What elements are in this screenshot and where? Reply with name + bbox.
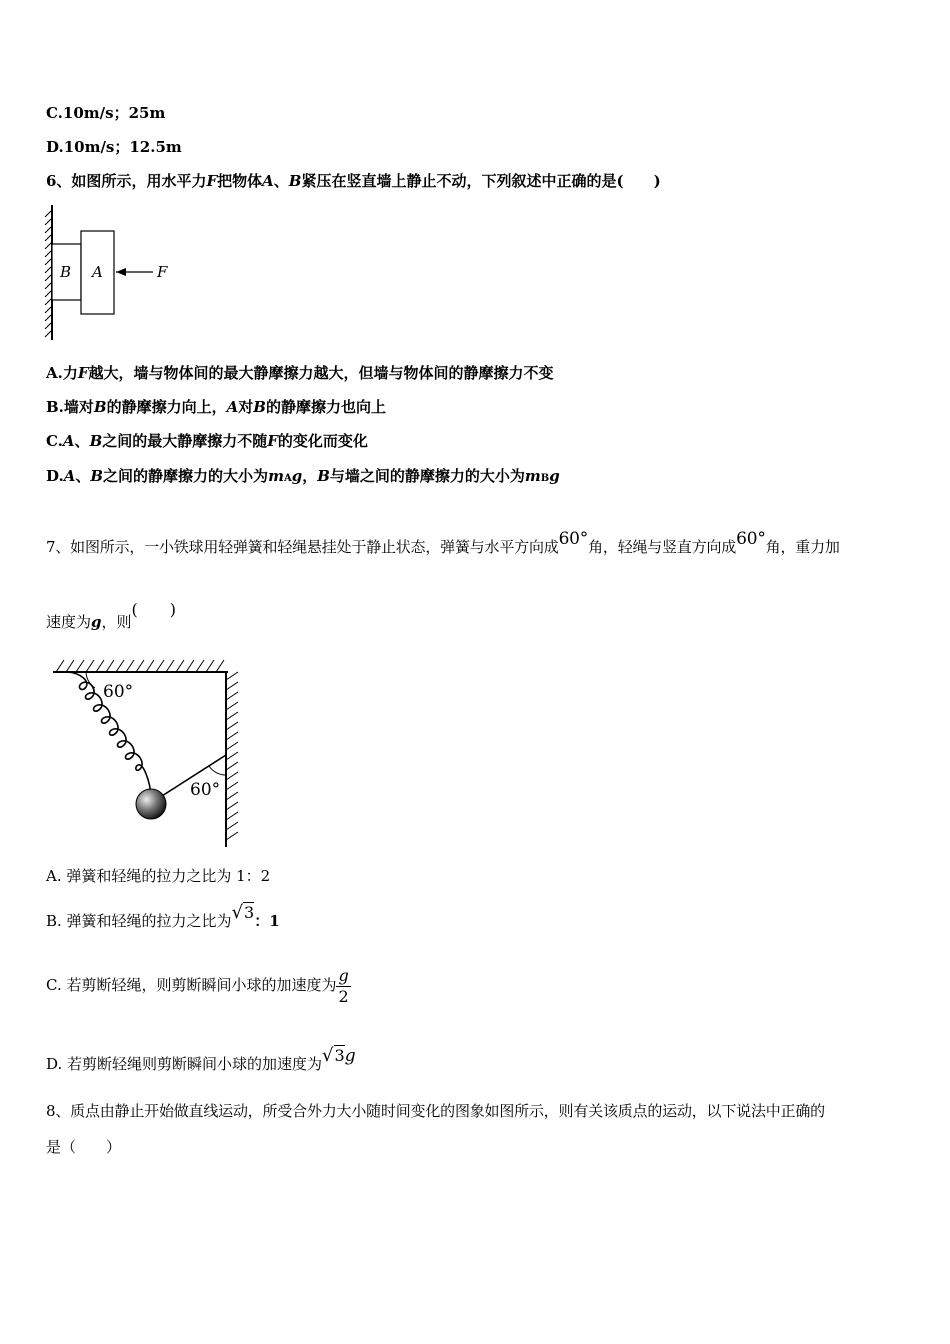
option-text: B. 弹簧和轻绳的拉力之比为 [46,912,232,930]
option-text: 对 [238,398,254,416]
option-subscript: B [540,473,550,484]
option-var: g [344,1046,356,1066]
sqrt-radicand: 3 [244,903,255,922]
option-text: D. 若剪断轻绳则剪断瞬间小球的加速度为 [46,1055,323,1073]
q7-figure-angle-top: 60° [103,682,134,702]
option-text: 的静摩擦力向上， [106,398,227,416]
q6-figure [40,200,190,345]
option-var: g [291,467,303,485]
q7-stem-line1 [46,529,840,557]
option-var: A [62,432,75,450]
q6-option-a [46,363,554,383]
q7-stem-var: g [91,613,102,631]
option-d-prev: D.10m/s；12.5m [46,138,182,156]
option-var: B [93,398,107,416]
sqrt-radicand: 3 [334,1046,345,1065]
sqrt-sign: √ [231,902,244,923]
q6-option-c [46,431,368,451]
option-text: C. [46,432,63,450]
q7-stem-paren: ( ) [131,600,177,619]
option-text: A.力 [46,364,78,382]
sqrt-expression [322,1045,356,1066]
option-text: ：1 [254,912,280,930]
option-text: 与墙之间的静摩擦力的大小为 [329,467,525,485]
q7-stem-text: 角，重力加 [765,538,840,556]
q8-stem-text: 是（ ） [46,1138,122,1156]
q8-stem-line2 [46,1137,121,1157]
option-text: C. 若剪断轻绳，则剪断瞬间小球的加速度为 [46,976,337,994]
option-var: B [90,467,104,485]
q7-stem-text: 角，轻绳与竖直方向成 [588,538,737,556]
q6-stem-b: B [288,172,302,190]
option-text: A. 弹簧和轻绳的拉力之比为 1：2 [46,867,271,885]
q6-stem-a: A [262,172,274,190]
option-text: 越大，墙与物体间的最大静摩擦力越大，但墙与物体间的静摩擦力不变 [88,364,554,382]
q7-option-d [46,1045,356,1074]
option-var: F [267,432,278,450]
q8-stem-line1 [46,1101,825,1121]
option-text: 之间的最大静摩擦力不随 [102,432,268,450]
option-text: D. [46,467,64,485]
q6-figure-label-a: A [92,263,103,281]
q7-angle-2: 60° [736,529,766,549]
option-text: 、 [75,467,91,485]
option-var: B [253,398,266,416]
q7-ball [136,789,166,819]
option-c-prev: C.10m/s；25m [46,104,166,122]
option-subscript: A [283,473,292,484]
q7-stem-text: ，则 [101,613,132,631]
fraction-numerator: g [338,965,349,985]
q7-option-a [46,866,270,886]
q7-angle-1: 60° [558,529,589,549]
option-var: F [77,364,89,382]
option-text: ， [302,467,318,485]
option-var: g [549,467,560,485]
fraction [336,966,350,1007]
q7-stem-line2 [46,600,177,632]
q6-stem-f: F [206,172,218,190]
option-var: m [524,467,541,485]
fraction-denominator: 2 [338,986,349,1006]
option-var: B [317,467,330,485]
q6-option-b [46,397,386,417]
q7-option-c [46,963,351,1007]
q7-stem-text: 速度为 [46,613,92,631]
q6-stem-text: 把物体 [217,172,263,190]
option-text: 的静摩擦力也向上 [265,398,386,416]
option-text: 之间的静摩擦力的大小为 [103,467,269,485]
option-text: B.墙对 [46,398,94,416]
sqrt-expression [232,902,255,923]
q6-stem-text: 、 [273,172,289,190]
option-text: 、 [74,432,90,450]
q6-figure-label-b: B [60,263,72,281]
q6-option-d [46,466,560,489]
sqrt-sign: √ [322,1045,334,1066]
q7-option-b [46,902,280,931]
q7-figure [48,655,248,851]
q7-figure-angle-right: 60° [190,780,221,800]
option-var: A [63,467,76,485]
option-var: A [226,398,239,416]
q6-stem [46,171,661,191]
q6-figure-label-f: F [157,263,168,281]
option-var: B [89,432,103,450]
option-var: m [268,467,284,485]
q6-stem-text: 紧压在竖直墙上静止不动，下列叙述中正确的是( ) [301,172,661,190]
q6-stem-text: 6、如图所示，用水平力 [46,172,207,190]
option-text: 的变化而变化 [277,432,368,450]
q7-stem-text: 7、如图所示，一小铁球用轻弹簧和轻绳悬挂处于静止状态，弹簧与水平方向成 [46,538,559,556]
q8-stem-text: 8、质点由静止开始做直线运动，所受合外力大小随时间变化的图象如图所示，则有关该质点的运动，以下说法中正确的 [46,1102,825,1120]
